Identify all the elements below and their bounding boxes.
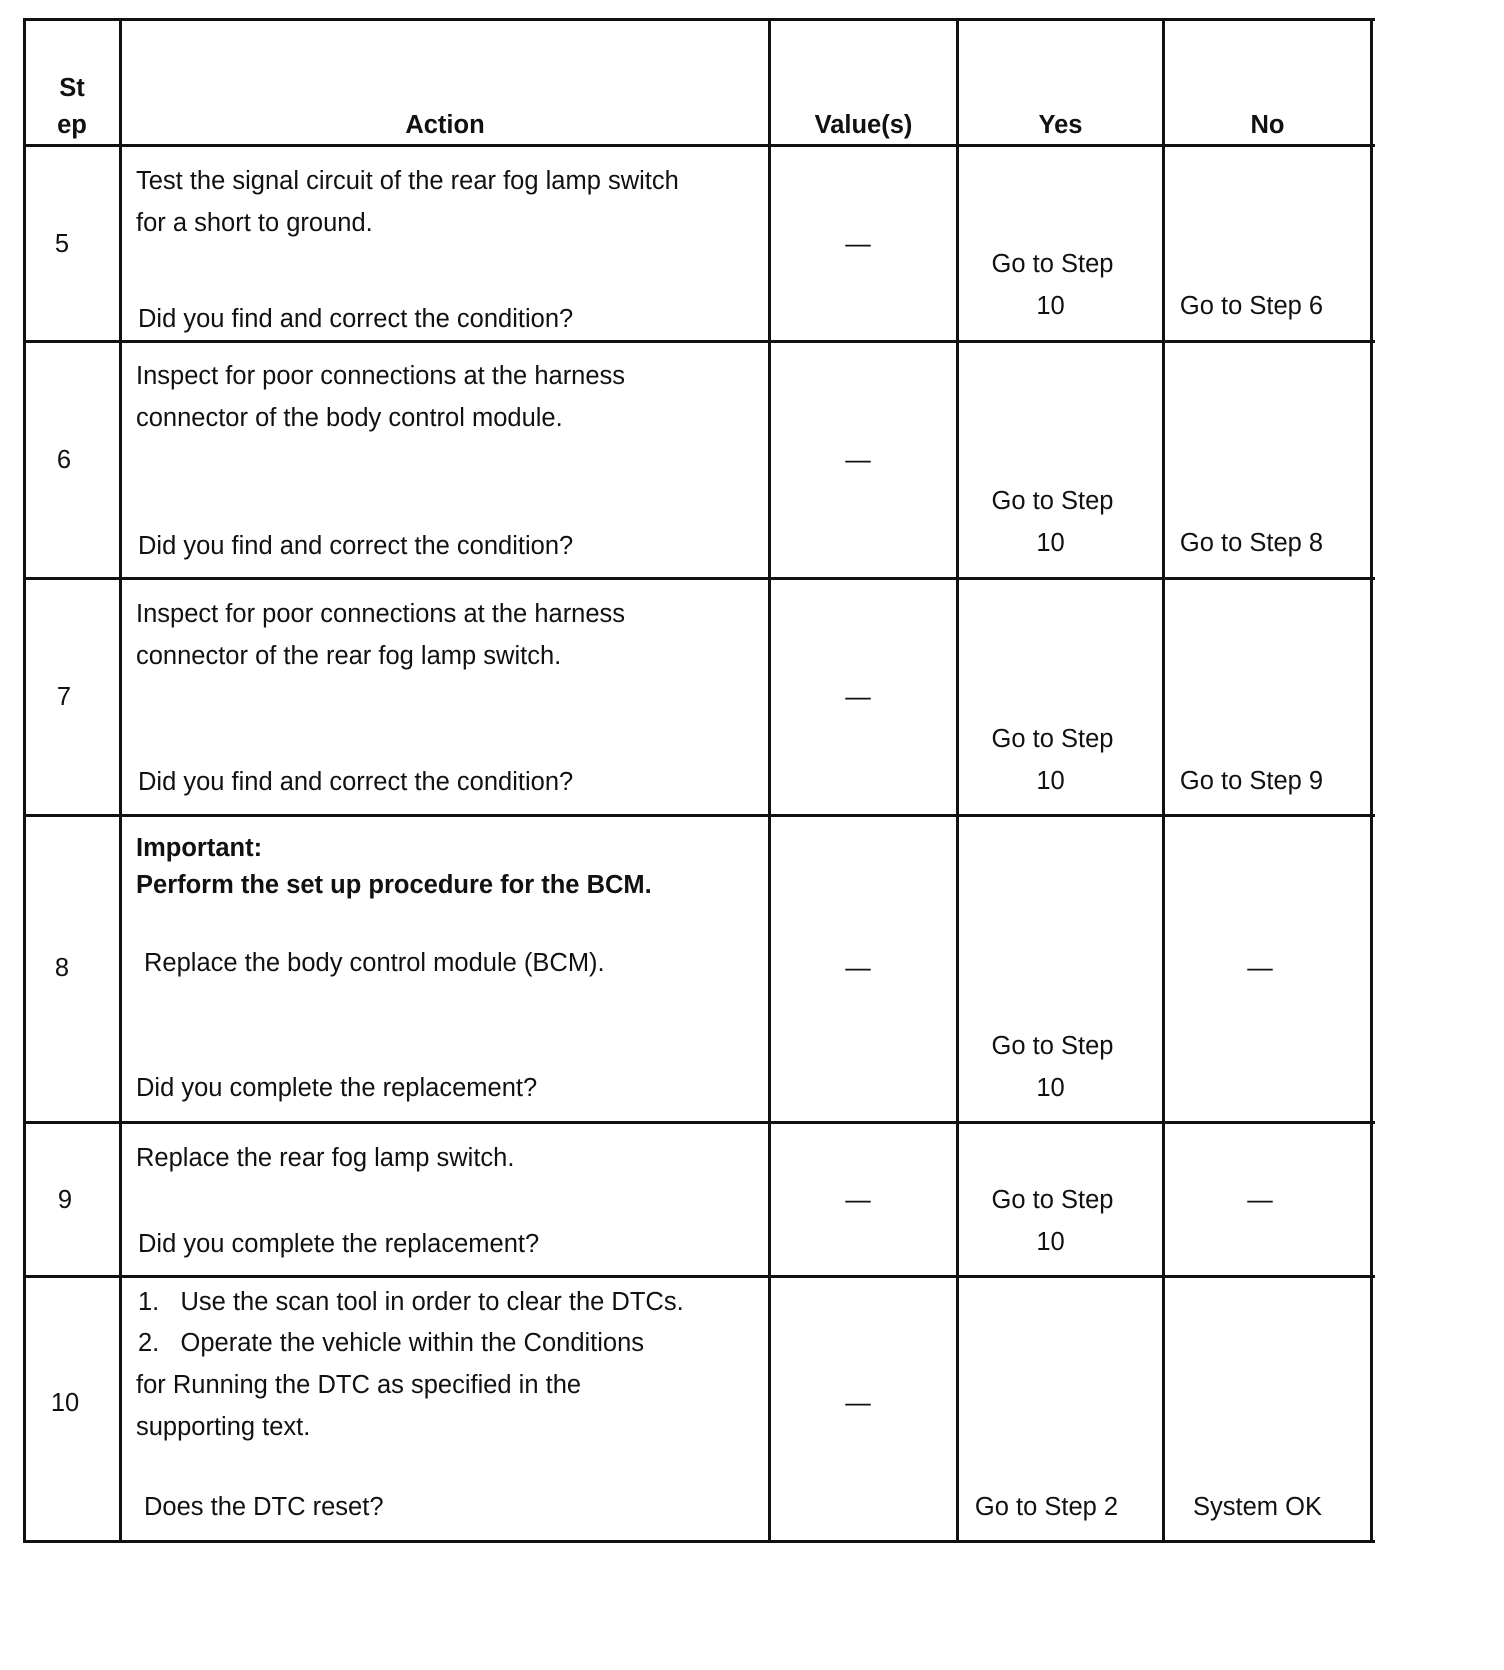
action-line: for Running the DTC as specified in the: [136, 1371, 582, 1399]
step-number: 9: [57, 1186, 73, 1214]
step-number: 6: [56, 446, 72, 474]
action-question: Did you complete the replacement?: [138, 1230, 540, 1258]
action-line: connector of the body control module.: [136, 404, 563, 432]
action-line: 2. Operate the vehicle within the Conditions: [138, 1329, 645, 1357]
row-divider: [24, 340, 1375, 343]
header-action: Action: [405, 111, 485, 139]
action-question: Did you find and correct the condition?: [138, 305, 574, 333]
table-border-bottom: [24, 1540, 1375, 1543]
row-divider: [24, 1121, 1375, 1124]
row-divider: [24, 1275, 1375, 1278]
action-question: Does the DTC reset?: [144, 1493, 384, 1521]
value-cell: —: [845, 446, 871, 474]
yes-line1: Go to Step: [991, 725, 1114, 753]
action-line: Replace the rear fog lamp switch.: [136, 1144, 515, 1172]
yes-line1: Go to Step: [991, 487, 1114, 515]
value-cell: —: [845, 230, 871, 258]
row-divider: [24, 814, 1375, 817]
step-number: 5: [54, 230, 70, 258]
value-cell: —: [845, 1389, 871, 1417]
table-border-top: [24, 18, 1375, 21]
step-number: 10: [50, 1389, 80, 1417]
no-cell: Go to Step 9: [1179, 767, 1324, 795]
header-no: No: [1250, 111, 1285, 139]
action-question: Did you find and correct the condition?: [138, 768, 574, 796]
step-number: 7: [56, 683, 72, 711]
step-number: 8: [54, 954, 70, 982]
action-line: Replace the body control module (BCM).: [144, 949, 605, 977]
yes-line1: Go to Step: [991, 1032, 1114, 1060]
yes-line2: 10: [1036, 1074, 1065, 1102]
action-line: for a short to ground.: [136, 209, 373, 237]
column-divider: [119, 18, 122, 1543]
no-cell: —: [1247, 954, 1273, 982]
action-line: Test the signal circuit of the rear fog lamp switch: [136, 167, 679, 195]
table-border-right: [1370, 18, 1373, 1543]
header-divider: [24, 144, 1375, 147]
yes-line1: Go to Step: [991, 1186, 1114, 1214]
important-label: Important:: [136, 834, 263, 862]
value-cell: —: [845, 683, 871, 711]
action-line: supporting text.: [136, 1413, 311, 1441]
header-values: Value(s): [814, 111, 913, 139]
header-step-line1: St: [59, 74, 85, 102]
action-line: Inspect for poor connections at the harness: [136, 362, 626, 390]
value-cell: —: [845, 954, 871, 982]
yes-line1: Go to Step: [991, 250, 1114, 278]
action-line: 1. Use the scan tool in order to clear the DTCs.: [138, 1288, 684, 1316]
action-question: Did you find and correct the condition?: [138, 532, 574, 560]
action-line: connector of the rear fog lamp switch.: [136, 642, 562, 670]
no-cell: Go to Step 6: [1179, 292, 1324, 320]
action-line: Inspect for poor connections at the harness: [136, 600, 626, 628]
yes-cell: Go to Step 2: [974, 1493, 1119, 1521]
yes-line2: 10: [1036, 767, 1065, 795]
row-divider: [24, 577, 1375, 580]
action-question: Did you complete the replacement?: [136, 1074, 538, 1102]
value-cell: —: [845, 1186, 871, 1214]
yes-line2: 10: [1036, 529, 1065, 557]
no-cell: System OK: [1193, 1493, 1322, 1521]
header-yes: Yes: [1038, 111, 1083, 139]
no-cell: Go to Step 8: [1179, 529, 1324, 557]
yes-line2: 10: [1036, 292, 1065, 320]
header-step-line2: ep: [57, 111, 87, 139]
important-text: Perform the set up procedure for the BCM.: [136, 871, 652, 899]
yes-line2: 10: [1036, 1228, 1065, 1256]
no-cell: —: [1247, 1186, 1273, 1214]
